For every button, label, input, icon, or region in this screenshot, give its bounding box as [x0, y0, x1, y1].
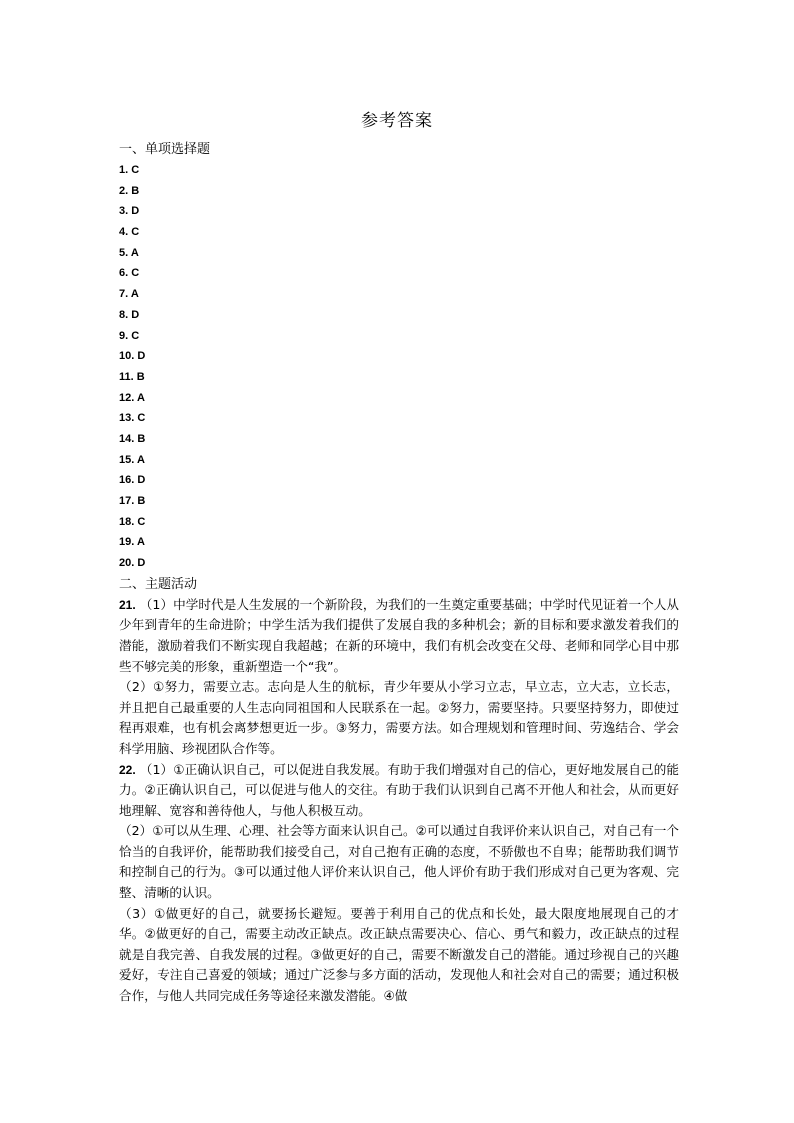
activity-answers — [119, 595, 679, 1007]
answer-item — [119, 512, 679, 533]
answer-item — [119, 263, 679, 284]
answer-choice: C — [137, 412, 146, 425]
answer-item — [119, 470, 679, 491]
answer-number: 11. — [119, 370, 134, 383]
answer-choice: D — [131, 205, 140, 218]
answer-choice: C — [131, 267, 140, 280]
question-number: 22. — [119, 762, 136, 777]
answer-number: 12. — [119, 391, 135, 404]
question-number: 21. — [119, 597, 136, 612]
answer-number: 15. — [119, 453, 135, 466]
answer-choice: A — [136, 453, 145, 466]
document-body — [119, 139, 679, 1007]
answer-item — [119, 243, 679, 264]
answer-list — [119, 160, 679, 574]
answer-number: 2. — [119, 184, 129, 197]
answer-item — [119, 201, 679, 222]
answer-item — [119, 491, 679, 512]
answer-paragraph — [119, 821, 679, 903]
answer-choice: C — [131, 164, 140, 176]
answer-paragraph — [119, 760, 679, 822]
answer-paragraph — [119, 904, 679, 1007]
paragraph-text: （2）①努力，需要立志。志向是人生的航标，青少年要从小学习立志，早立志，立大志，立长志，并且把自己最重要的人生志向同祖国和人民联系在一起。②努力，需要坚持。只要坚持努力，即使过程再艰难，也有机会离梦想更近一步。③努力，需要方法。如合理规划和管理时间、劳逸结合、学会科学用脑、珍视团队合作等。 — [119, 679, 679, 756]
answer-item — [119, 408, 679, 429]
answer-number: 20. — [119, 557, 135, 570]
answer-item — [119, 181, 679, 202]
answer-item — [119, 553, 679, 574]
answer-number: 16. — [119, 474, 135, 487]
answer-number: 5. — [119, 246, 129, 259]
answer-choice: A — [136, 536, 145, 549]
answer-choice: A — [130, 246, 139, 259]
answer-item — [119, 326, 679, 347]
section-heading-choice: 一、单项选择题 — [119, 142, 211, 157]
answer-number: 14. — [119, 432, 135, 445]
answer-item — [119, 450, 679, 471]
answer-item — [119, 367, 679, 388]
answer-number: 1. — [119, 164, 129, 176]
answer-number: 8. — [119, 308, 129, 321]
answer-number: 4. — [119, 226, 129, 239]
paragraph-text: （1）中学时代是人生发展的一个新阶段，为我们的一生奠定重要基础；中学时代见证着一个人从少年到青年的生命进阶；中学生活为我们提供了发展自我的多种机会；新的目标和要求激发着我们的潜能，激励着我们不断实现自我超越；在新的环境中，我们有机会改变在父母、老师和同学心目中那些不够完美的形象，重新塑造一个“我”。 — [119, 596, 679, 674]
answer-choice: D — [131, 308, 140, 321]
answer-choice: C — [137, 515, 146, 528]
answer-choice: B — [136, 370, 145, 383]
page-title: 参考答案 — [361, 111, 433, 131]
answer-number: 19. — [119, 536, 135, 549]
answer-choice: D — [137, 474, 146, 487]
answer-number: 9. — [119, 329, 129, 342]
answer-choice: C — [131, 226, 140, 239]
answer-item — [119, 160, 679, 181]
answer-choice: C — [131, 329, 140, 342]
answer-choice: B — [131, 184, 140, 197]
answer-number: 3. — [119, 205, 129, 218]
answer-choice: B — [137, 432, 146, 445]
section-heading-activity: 二、主题活动 — [119, 576, 198, 592]
answer-choice: A — [130, 288, 139, 301]
answer-item — [119, 532, 679, 553]
paragraph-text: （2）①可以从生理、心理、社会等方面来认识自己。②可以通过自我评价来认识自己，对自己有一个恰当的自我评价，能帮助我们接受自己，对自己抱有正确的态度，不骄傲也不自卑；能帮助我们调节和控制自己的行为。③可以通过他人评价来认识自己，他人评价有助于我们形成对自己更为客观、完整、清晰的认识。 — [119, 823, 679, 901]
paragraph-text: （1）①正确认识自己，可以促进自我发展。有助于我们增强对自己的信心，更好地发展自己的能力。②正确认识自己，可以促进与他人的交往。有助于我们认识到自己离不开他人和社会，从而更好地理解、宽容和善待他人，与他人积极互动。 — [119, 761, 679, 818]
answer-choice: D — [137, 557, 146, 570]
answer-item — [119, 429, 679, 450]
answer-item — [119, 346, 679, 367]
answer-item — [119, 388, 679, 409]
answer-choice: D — [137, 350, 146, 363]
answer-item — [119, 284, 679, 305]
paragraph-text: （3）①做更好的自己，就要扬长避短。要善于利用自己的优点和长处，最大限度地展现自己的才华。②做更好的自己，需要主动改正缺点。改正缺点需要决心、信心、勇气和毅力，改正缺点的过程就是自我完善、自我发展的过程。③做更好的自己，需要不断激发自己的潜能。通过珍视自己的兴趣爱好，专注自己喜爱的领域；通过广泛参与多方面的活动，发现他人和社会对自己的需要；通过积极合作，与他人共同完成任务等途径来激发潜能。④做 — [119, 905, 679, 1004]
answer-number: 6. — [119, 267, 129, 280]
answer-paragraph — [119, 595, 679, 677]
answer-number: 17. — [119, 495, 135, 507]
answer-number: 18. — [119, 515, 135, 528]
answer-item — [119, 305, 679, 326]
answer-number: 7. — [119, 288, 129, 301]
answer-paragraph — [119, 677, 679, 759]
answer-number: 13. — [119, 412, 135, 425]
answer-item — [119, 222, 679, 243]
answer-choice: B — [137, 495, 146, 507]
answer-number: 10. — [119, 350, 135, 363]
answer-choice: A — [136, 391, 145, 404]
